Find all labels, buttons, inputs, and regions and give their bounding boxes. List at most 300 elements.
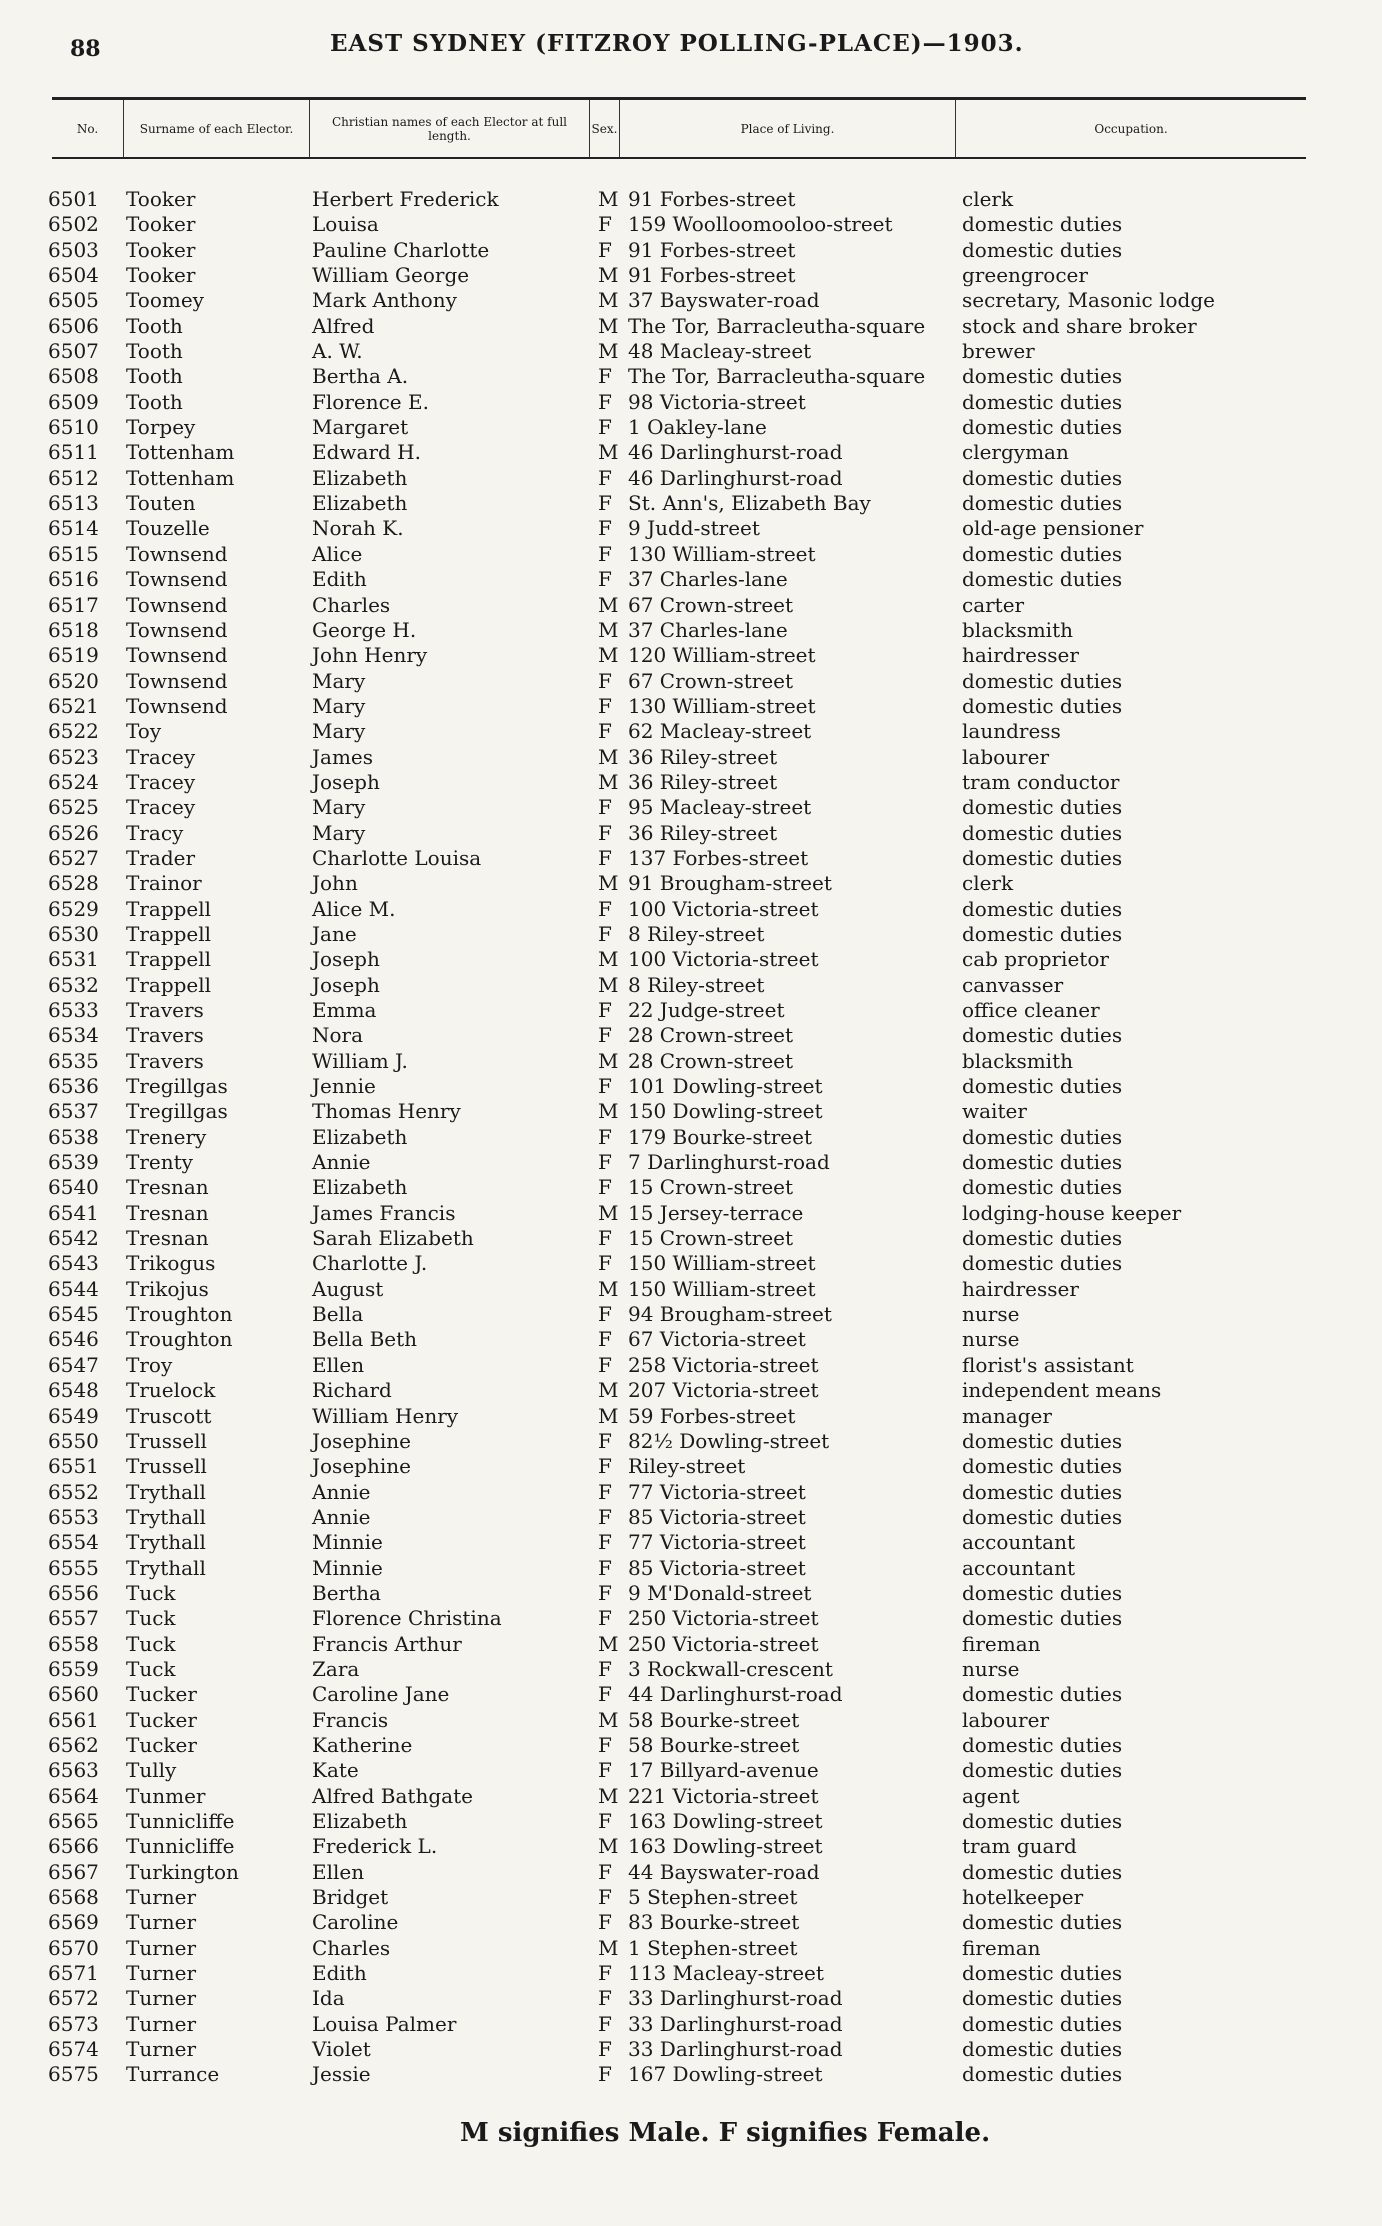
table-row bbox=[0, 263, 1382, 288]
entry-christian-names: Mary bbox=[312, 668, 366, 693]
entry-sex: F bbox=[598, 1986, 612, 2011]
table-row bbox=[0, 770, 1382, 795]
table-row bbox=[0, 1277, 1382, 1302]
table-row bbox=[0, 1682, 1382, 1707]
entry-number: 6554 bbox=[48, 1530, 99, 1555]
entry-occupation: old-age pensioner bbox=[962, 516, 1144, 541]
entry-occupation: domestic duties bbox=[962, 1428, 1123, 1453]
table-row bbox=[0, 1505, 1382, 1530]
column-header-occupation: Occupation. bbox=[1094, 121, 1168, 136]
entry-surname: Tunnicliffe bbox=[126, 1834, 235, 1859]
entry-occupation: domestic duties bbox=[962, 1504, 1123, 1529]
entry-sex: F bbox=[598, 2037, 612, 2062]
entry-sex: F bbox=[598, 1656, 612, 1681]
table-row bbox=[0, 1530, 1382, 1555]
entry-christian-names: Elizabeth bbox=[312, 491, 408, 516]
entry-number: 6524 bbox=[48, 769, 99, 794]
entry-christian-names: Ellen bbox=[312, 1352, 365, 1377]
entry-christian-names: Jennie bbox=[312, 1074, 376, 1099]
entry-number: 6506 bbox=[48, 313, 99, 338]
entry-place-of-living: 91 Forbes-street bbox=[628, 187, 796, 211]
entry-place-of-living: 1 Oakley-lane bbox=[628, 415, 767, 440]
entry-number: 6518 bbox=[48, 617, 99, 642]
entry-christian-names: Charlotte Louisa bbox=[312, 845, 482, 870]
entry-christian-names: Elizabeth bbox=[312, 1809, 408, 1833]
table-row bbox=[0, 1758, 1382, 1783]
entry-christian-names: Bridget bbox=[312, 1885, 389, 1910]
entry-christian-names: Joseph bbox=[312, 972, 380, 997]
entry-christian-names: Norah K. bbox=[312, 516, 404, 541]
entry-number: 6573 bbox=[48, 2011, 99, 2036]
entry-sex: F bbox=[598, 1910, 612, 1935]
entry-sex: F bbox=[598, 693, 612, 718]
entry-place-of-living: 9 Judd-street bbox=[628, 516, 760, 541]
column-header-place-of-living: Place of Living. bbox=[620, 100, 956, 157]
table-row bbox=[0, 669, 1382, 694]
entry-christian-names: Mary bbox=[312, 795, 366, 820]
entry-number: 6529 bbox=[48, 896, 99, 921]
entry-place-of-living: 7 Darlinghurst-road bbox=[628, 1150, 830, 1175]
table-row bbox=[0, 1125, 1382, 1150]
entry-sex: F bbox=[598, 896, 612, 921]
entry-number: 6550 bbox=[48, 1428, 99, 1453]
entry-number: 6512 bbox=[48, 465, 99, 490]
entry-christian-names: Ida bbox=[312, 1986, 345, 2011]
entry-number: 6552 bbox=[48, 1479, 99, 1504]
entry-sex: F bbox=[598, 1352, 612, 1377]
entry-occupation: secretary, Masonic lodge bbox=[962, 288, 1215, 313]
entry-place-of-living: 207 Victoria-street bbox=[628, 1378, 819, 1403]
table-row bbox=[0, 897, 1382, 922]
entry-place-of-living: 67 Crown-street bbox=[628, 592, 794, 617]
table-row bbox=[0, 1175, 1382, 1200]
entry-occupation: office cleaner bbox=[962, 998, 1100, 1022]
table-row bbox=[0, 1606, 1382, 1631]
entry-sex: F bbox=[598, 668, 612, 693]
entry-christian-names: Joseph bbox=[312, 769, 380, 794]
entry-sex: F bbox=[598, 845, 612, 870]
entry-number: 6551 bbox=[48, 1454, 99, 1479]
entry-surname: Trader bbox=[126, 845, 196, 870]
entry-place-of-living: 101 Dowling-street bbox=[628, 1074, 823, 1099]
table-row bbox=[0, 1251, 1382, 1276]
entry-number: 6503 bbox=[48, 237, 99, 262]
entry-number: 6559 bbox=[48, 1656, 99, 1681]
entry-occupation: domestic duties bbox=[962, 1580, 1123, 1605]
entry-sex: F bbox=[598, 1023, 612, 1048]
entry-sex: F bbox=[598, 567, 612, 592]
entry-number: 6540 bbox=[48, 1175, 99, 1200]
table-row bbox=[0, 973, 1382, 998]
table-row bbox=[0, 1910, 1382, 1935]
entry-number: 6511 bbox=[48, 440, 99, 465]
entry-occupation: domestic duties bbox=[962, 1023, 1123, 1048]
entry-christian-names: A. W. bbox=[312, 339, 363, 364]
entry-place-of-living: 15 Jersey-terrace bbox=[628, 1200, 804, 1225]
entry-christian-names: Kate bbox=[312, 1758, 359, 1783]
entry-place-of-living: The Tor, Barracleutha-square bbox=[628, 364, 926, 389]
table-row bbox=[0, 390, 1382, 415]
entry-place-of-living: 37 Bayswater-road bbox=[628, 288, 820, 313]
entry-number: 6568 bbox=[48, 1885, 99, 1910]
entry-place-of-living: 94 Brougham-street bbox=[628, 1302, 832, 1327]
entry-occupation: clerk bbox=[962, 871, 1014, 896]
table-row bbox=[0, 516, 1382, 541]
entry-place-of-living: 46 Darlinghurst-road bbox=[628, 465, 843, 490]
table-row bbox=[0, 1099, 1382, 1124]
entry-occupation: domestic duties bbox=[962, 1251, 1123, 1276]
entry-occupation: domestic duties bbox=[962, 845, 1123, 870]
entry-place-of-living: 22 Judge-street bbox=[628, 998, 785, 1022]
table-row bbox=[0, 567, 1382, 592]
table-row bbox=[0, 440, 1382, 465]
entry-surname: Trussell bbox=[126, 1454, 207, 1479]
entry-occupation: domestic duties bbox=[962, 1226, 1123, 1251]
entry-number: 6570 bbox=[48, 1935, 99, 1960]
table-row bbox=[0, 1556, 1382, 1581]
entry-christian-names: James Francis bbox=[312, 1200, 456, 1225]
entry-christian-names: Richard bbox=[312, 1378, 392, 1403]
column-header-christian-names: Christian names of each Elector at full length. bbox=[310, 100, 590, 157]
entry-occupation: blacksmith bbox=[962, 617, 1073, 642]
entry-surname: Tresnan bbox=[126, 1175, 209, 1200]
entry-surname: Townsend bbox=[126, 643, 228, 668]
entry-christian-names: Edith bbox=[312, 567, 367, 592]
entry-place-of-living: 77 Victoria-street bbox=[628, 1530, 806, 1555]
entry-surname: Troughton bbox=[126, 1302, 233, 1327]
entry-place-of-living: 120 William-street bbox=[628, 643, 816, 668]
entry-number: 6569 bbox=[48, 1910, 99, 1935]
entry-place-of-living: 5 Stephen-street bbox=[628, 1885, 798, 1910]
elector-list bbox=[0, 187, 1382, 2088]
entry-number: 6556 bbox=[48, 1580, 99, 1605]
entry-place-of-living: 1 Stephen-street bbox=[628, 1935, 798, 1960]
table-row bbox=[0, 947, 1382, 972]
entry-christian-names: Minnie bbox=[312, 1530, 383, 1555]
entry-surname: Turner bbox=[126, 2011, 197, 2036]
table-row bbox=[0, 1885, 1382, 1910]
entry-sex: M bbox=[598, 871, 619, 896]
table-row bbox=[0, 1378, 1382, 1403]
entry-place-of-living: 163 Dowling-street bbox=[628, 1834, 823, 1859]
entry-surname: Townsend bbox=[126, 693, 228, 718]
entry-christian-names: Alice bbox=[312, 541, 363, 566]
entry-occupation: manager bbox=[962, 1403, 1052, 1428]
table-row bbox=[0, 1023, 1382, 1048]
entry-place-of-living: 58 Bourke-street bbox=[628, 1732, 800, 1757]
entry-christian-names: Francis Arthur bbox=[312, 1631, 462, 1656]
entry-sex: F bbox=[598, 1175, 612, 1200]
entry-surname: Tucker bbox=[126, 1682, 197, 1707]
entry-place-of-living: 67 Victoria-street bbox=[628, 1327, 806, 1352]
entry-occupation: domestic duties bbox=[962, 389, 1123, 414]
table-row bbox=[0, 1454, 1382, 1479]
entry-number: 6547 bbox=[48, 1352, 99, 1377]
entry-sex: F bbox=[598, 1859, 612, 1884]
entry-christian-names: Mary bbox=[312, 719, 366, 744]
entry-christian-names: Annie bbox=[312, 1504, 371, 1529]
entry-occupation: carter bbox=[962, 592, 1025, 617]
entry-surname: Turner bbox=[126, 1986, 197, 2011]
entry-christian-names: Charles bbox=[312, 1935, 391, 1960]
entry-place-of-living: 95 Macleay-street bbox=[628, 795, 812, 820]
table-row bbox=[0, 795, 1382, 820]
entry-sex: F bbox=[598, 1454, 612, 1479]
entry-occupation: brewer bbox=[962, 339, 1035, 364]
entry-surname: Trythall bbox=[126, 1530, 206, 1555]
entry-sex: F bbox=[598, 1504, 612, 1529]
entry-occupation: tram guard bbox=[962, 1834, 1077, 1859]
entry-number: 6533 bbox=[48, 998, 99, 1022]
table-row bbox=[0, 1834, 1382, 1859]
entry-occupation: domestic duties bbox=[962, 820, 1123, 845]
entry-surname: Truelock bbox=[126, 1378, 216, 1403]
entry-surname: Tucker bbox=[126, 1732, 197, 1757]
entry-christian-names: Emma bbox=[312, 998, 377, 1022]
entry-surname: Trythall bbox=[126, 1555, 206, 1580]
entry-surname: Travers bbox=[126, 998, 204, 1022]
table-row bbox=[0, 846, 1382, 871]
entry-sex: F bbox=[598, 491, 612, 516]
entry-occupation: blacksmith bbox=[962, 1048, 1073, 1073]
entry-place-of-living: 17 Billyard-avenue bbox=[628, 1758, 819, 1783]
entry-place-of-living: 36 Riley-street bbox=[628, 769, 778, 794]
entry-place-of-living: 250 Victoria-street bbox=[628, 1606, 819, 1631]
entry-number: 6545 bbox=[48, 1302, 99, 1327]
entry-christian-names: Frederick L. bbox=[312, 1834, 438, 1859]
entry-number: 6509 bbox=[48, 389, 99, 414]
entry-christian-names: Mark Anthony bbox=[312, 288, 457, 313]
entry-number: 6539 bbox=[48, 1150, 99, 1175]
entry-place-of-living: 36 Riley-street bbox=[628, 744, 778, 769]
entry-surname: Tracey bbox=[126, 769, 196, 794]
entry-number: 6531 bbox=[48, 947, 99, 972]
entry-occupation: domestic duties bbox=[962, 668, 1123, 693]
entry-surname: Trythall bbox=[126, 1504, 206, 1529]
entry-occupation: domestic duties bbox=[962, 465, 1123, 490]
entry-number: 6566 bbox=[48, 1834, 99, 1859]
entry-sex: M bbox=[598, 263, 619, 288]
entry-sex: F bbox=[598, 719, 612, 744]
entry-sex: M bbox=[598, 1276, 619, 1301]
entry-surname: Townsend bbox=[126, 617, 228, 642]
entry-occupation: cab proprietor bbox=[962, 947, 1109, 972]
table-row bbox=[0, 542, 1382, 567]
entry-place-of-living: 150 Dowling-street bbox=[628, 1099, 823, 1124]
entry-surname: Torpey bbox=[126, 415, 196, 440]
entry-number: 6526 bbox=[48, 820, 99, 845]
entry-surname: Tunmer bbox=[126, 1783, 206, 1808]
entry-number: 6515 bbox=[48, 541, 99, 566]
entry-number: 6555 bbox=[48, 1555, 99, 1580]
entry-number: 6525 bbox=[48, 795, 99, 820]
table-row bbox=[0, 1708, 1382, 1733]
entry-occupation: domestic duties bbox=[962, 795, 1123, 820]
entry-surname: Trappell bbox=[126, 896, 212, 921]
entry-surname: Trappell bbox=[126, 921, 212, 946]
entry-number: 6538 bbox=[48, 1124, 99, 1149]
entry-place-of-living: 130 William-street bbox=[628, 541, 816, 566]
entry-place-of-living: 167 Dowling-street bbox=[628, 2062, 823, 2087]
entry-sex: F bbox=[598, 998, 612, 1022]
entry-surname: Tuck bbox=[126, 1606, 176, 1631]
entry-christian-names: Nora bbox=[312, 1023, 364, 1048]
entry-christian-names: Alfred Bathgate bbox=[312, 1783, 473, 1808]
entry-christian-names: Minnie bbox=[312, 1555, 383, 1580]
entry-occupation: hotelkeeper bbox=[962, 1885, 1084, 1910]
entry-sex: F bbox=[598, 1302, 612, 1327]
entry-occupation: domestic duties bbox=[962, 1859, 1123, 1884]
entry-christian-names: Josephine bbox=[312, 1454, 411, 1479]
entry-occupation: domestic duties bbox=[962, 1606, 1123, 1631]
entry-place-of-living: 33 Darlinghurst-road bbox=[628, 2011, 843, 2036]
entry-sex: M bbox=[598, 1403, 619, 1428]
entry-surname: Toomey bbox=[126, 288, 204, 313]
entry-occupation: clerk bbox=[962, 187, 1014, 211]
entry-sex: F bbox=[598, 1606, 612, 1631]
page-number: 88 bbox=[70, 36, 101, 62]
entry-place-of-living: 258 Victoria-street bbox=[628, 1352, 819, 1377]
entry-christian-names: Caroline bbox=[312, 1910, 399, 1935]
entry-surname: Tooker bbox=[126, 237, 196, 262]
entry-occupation: accountant bbox=[962, 1555, 1076, 1580]
entry-sex: F bbox=[598, 516, 612, 541]
entry-surname: Tooth bbox=[126, 313, 183, 338]
table-row bbox=[0, 719, 1382, 744]
entry-sex: F bbox=[598, 465, 612, 490]
column-header-row bbox=[52, 97, 1306, 159]
entry-surname: Tooker bbox=[126, 187, 196, 211]
entry-number: 6501 bbox=[48, 187, 99, 211]
entry-number: 6517 bbox=[48, 592, 99, 617]
entry-number: 6532 bbox=[48, 972, 99, 997]
entry-occupation: domestic duties bbox=[962, 921, 1123, 946]
table-row bbox=[0, 2012, 1382, 2037]
entry-sex: F bbox=[598, 389, 612, 414]
entry-place-of-living: 179 Bourke-street bbox=[628, 1124, 812, 1149]
entry-place-of-living: 36 Riley-street bbox=[628, 820, 778, 845]
table-row bbox=[0, 1327, 1382, 1352]
entry-number: 6522 bbox=[48, 719, 99, 744]
entry-number: 6553 bbox=[48, 1504, 99, 1529]
entry-sex: M bbox=[598, 947, 619, 972]
entry-place-of-living: 3 Rockwall-crescent bbox=[628, 1656, 833, 1681]
table-row bbox=[0, 415, 1382, 440]
entry-occupation: domestic duties bbox=[962, 1986, 1123, 2011]
entry-sex: M bbox=[598, 288, 619, 313]
entry-sex: F bbox=[598, 1150, 612, 1175]
entry-sex: M bbox=[598, 617, 619, 642]
entry-surname: Tregillgas bbox=[126, 1074, 228, 1099]
entry-sex: M bbox=[598, 440, 619, 465]
entry-place-of-living: 82½ Dowling-street bbox=[628, 1428, 830, 1453]
entry-christian-names: Joseph bbox=[312, 947, 380, 972]
entry-surname: Tuck bbox=[126, 1631, 176, 1656]
entry-place-of-living: 28 Crown-street bbox=[628, 1048, 794, 1073]
entry-christian-names: Elizabeth bbox=[312, 1175, 408, 1200]
entry-place-of-living: Riley-street bbox=[628, 1454, 746, 1479]
entry-place-of-living: 28 Crown-street bbox=[628, 1023, 794, 1048]
entry-place-of-living: 98 Victoria-street bbox=[628, 389, 806, 414]
entry-place-of-living: 130 William-street bbox=[628, 693, 816, 718]
entry-number: 6521 bbox=[48, 693, 99, 718]
entry-christian-names: Mary bbox=[312, 820, 366, 845]
entry-place-of-living: 91 Forbes-street bbox=[628, 237, 796, 262]
entry-sex: F bbox=[598, 237, 612, 262]
table-row bbox=[0, 466, 1382, 491]
entry-occupation: domestic duties bbox=[962, 1961, 1123, 1986]
entry-surname: Travers bbox=[126, 1023, 204, 1048]
entry-number: 6513 bbox=[48, 491, 99, 516]
entry-sex: M bbox=[598, 339, 619, 364]
table-row bbox=[0, 1480, 1382, 1505]
entry-occupation: domestic duties bbox=[962, 896, 1123, 921]
entry-place-of-living: 221 Victoria-street bbox=[628, 1783, 819, 1808]
entry-number: 6530 bbox=[48, 921, 99, 946]
entry-sex: F bbox=[598, 1885, 612, 1910]
table-row bbox=[0, 1961, 1382, 1986]
entry-number: 6548 bbox=[48, 1378, 99, 1403]
entry-number: 6541 bbox=[48, 1200, 99, 1225]
entry-occupation: domestic duties bbox=[962, 415, 1123, 440]
entry-place-of-living: 44 Darlinghurst-road bbox=[628, 1682, 843, 1707]
entry-occupation: domestic duties bbox=[962, 541, 1123, 566]
entry-surname: Touzelle bbox=[126, 516, 210, 541]
entry-occupation: domestic duties bbox=[962, 1454, 1123, 1479]
column-header-no: No. bbox=[52, 100, 124, 157]
table-row bbox=[0, 922, 1382, 947]
entry-occupation: domestic duties bbox=[962, 2062, 1123, 2087]
entry-place-of-living: 33 Darlinghurst-road bbox=[628, 1986, 843, 2011]
entry-sex: F bbox=[598, 1479, 612, 1504]
entry-place-of-living: 85 Victoria-street bbox=[628, 1555, 806, 1580]
column-header-sex: Sex. bbox=[590, 100, 620, 157]
table-row bbox=[0, 1733, 1382, 1758]
entry-surname: Trainor bbox=[126, 871, 202, 896]
table-row bbox=[0, 364, 1382, 389]
entry-sex: M bbox=[598, 1631, 619, 1656]
entry-occupation: domestic duties bbox=[962, 491, 1123, 516]
entry-christian-names: Sarah Elizabeth bbox=[312, 1226, 474, 1251]
entry-surname: Turner bbox=[126, 2037, 197, 2062]
table-row bbox=[0, 1404, 1382, 1429]
entry-christian-names: Katherine bbox=[312, 1732, 413, 1757]
entry-sex: M bbox=[598, 1378, 619, 1403]
entry-surname: Tuck bbox=[126, 1580, 176, 1605]
entry-christian-names: Charles bbox=[312, 592, 391, 617]
entry-christian-names: Jane bbox=[312, 921, 357, 946]
entry-number: 6537 bbox=[48, 1099, 99, 1124]
entry-occupation: fireman bbox=[962, 1631, 1041, 1656]
table-row bbox=[0, 998, 1382, 1023]
entry-number: 6508 bbox=[48, 364, 99, 389]
entry-occupation: domestic duties bbox=[962, 2037, 1123, 2062]
entry-surname: Trappell bbox=[126, 947, 212, 972]
entry-christian-names: Alice M. bbox=[312, 896, 396, 921]
table-row bbox=[0, 1150, 1382, 1175]
entry-sex: F bbox=[598, 1732, 612, 1757]
entry-surname: Trappell bbox=[126, 972, 212, 997]
entry-christian-names: Edward H. bbox=[312, 440, 421, 465]
entry-christian-names: Louisa Palmer bbox=[312, 2011, 457, 2036]
entry-number: 6560 bbox=[48, 1682, 99, 1707]
table-row bbox=[0, 1657, 1382, 1682]
entry-surname: Turkington bbox=[126, 1859, 239, 1884]
entry-place-of-living: 163 Dowling-street bbox=[628, 1809, 823, 1833]
entry-place-of-living: The Tor, Barracleutha-square bbox=[628, 313, 926, 338]
entry-number: 6527 bbox=[48, 845, 99, 870]
entry-place-of-living: 46 Darlinghurst-road bbox=[628, 440, 843, 465]
